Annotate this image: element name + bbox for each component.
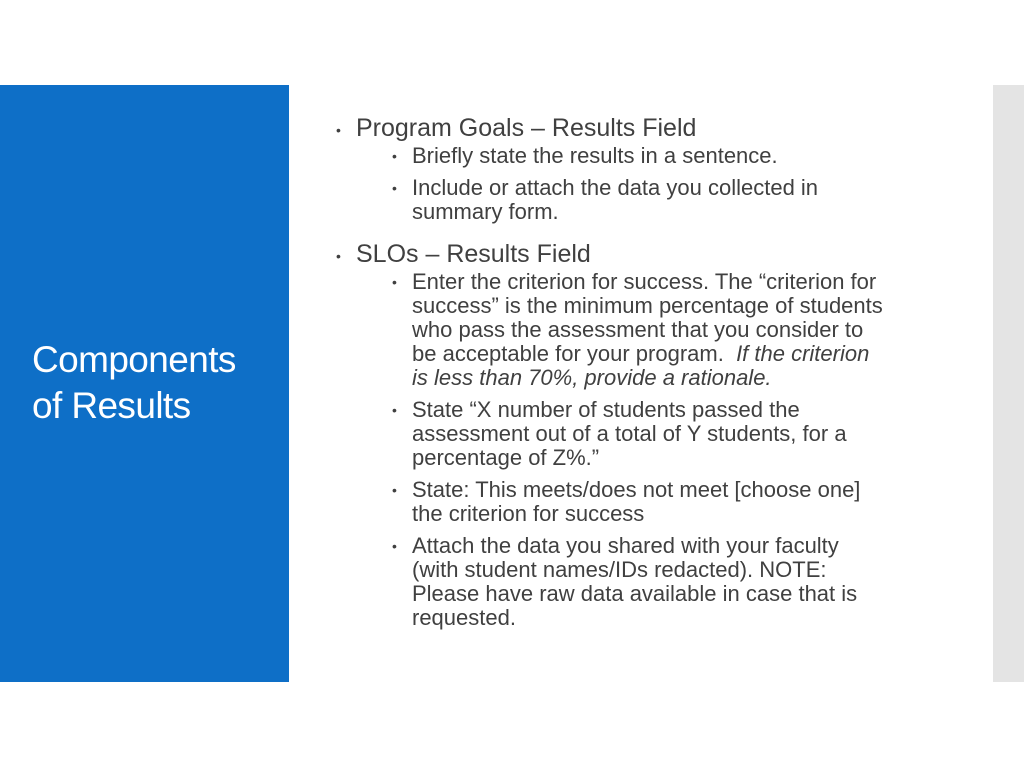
sub-bullet xyxy=(392,398,986,470)
slide-title-line-2: of Results xyxy=(32,385,191,426)
bullet-text: Attach the data you shared with your faculty xyxy=(412,533,839,558)
bullet-text: the criterion for success xyxy=(412,501,645,526)
bullet-text-part: be acceptable for your program. xyxy=(412,341,737,366)
bullet-icon: • xyxy=(392,402,397,418)
bullet-text: Briefly state the results in a sentence. xyxy=(412,143,778,168)
sub-bullet xyxy=(392,144,986,168)
bullet-slos xyxy=(336,238,986,270)
bullet-text: Enter the criterion for success. The “criterion for xyxy=(412,269,877,294)
sub-bullet xyxy=(392,534,986,630)
bullet-text-italic: is less than 70%, provide a rationale. xyxy=(412,365,772,390)
bullet-text: State “X number of students passed the xyxy=(412,397,800,422)
bullet-text xyxy=(412,342,986,366)
bullet-text: success” is the minimum percentage of students xyxy=(412,293,883,318)
sub-bullet xyxy=(392,270,986,390)
bullet-text: who pass the assessment that you consider to xyxy=(412,317,864,342)
bullet-icon: • xyxy=(392,180,397,196)
bullet-icon: • xyxy=(392,148,397,164)
bullet-icon: • xyxy=(392,274,397,290)
slide-title xyxy=(32,337,282,429)
bullet-text: summary form. xyxy=(412,199,559,224)
section-heading: Program Goals – Results Field xyxy=(356,114,697,142)
slide-title-line-1: Components xyxy=(32,339,236,380)
bullet-icon: • xyxy=(336,122,341,138)
bullet-text: percentage of Z%.” xyxy=(412,445,600,470)
decorative-strip xyxy=(993,85,1024,682)
sub-bullet xyxy=(392,176,986,224)
sub-bullet xyxy=(392,478,986,526)
section-heading: SLOs – Results Field xyxy=(356,240,591,268)
bullet-icon: • xyxy=(336,248,341,264)
bullet-text: assessment out of a total of Y students, for a xyxy=(412,421,847,446)
bullet-text: Please have raw data available in case that is xyxy=(412,581,858,606)
bullet-icon: • xyxy=(392,538,397,554)
content-body xyxy=(336,112,986,630)
bullet-text: (with student names/IDs redacted). NOTE: xyxy=(412,557,827,582)
bullet-text: requested. xyxy=(412,605,516,630)
bullet-text-italic: If the criterion xyxy=(736,341,870,366)
bullet-text: Include or attach the data you collected in xyxy=(412,175,819,200)
bullet-icon: • xyxy=(392,482,397,498)
bullet-text: State: This meets/does not meet [choose one] xyxy=(412,477,861,502)
bullet-program-goals xyxy=(336,112,986,144)
